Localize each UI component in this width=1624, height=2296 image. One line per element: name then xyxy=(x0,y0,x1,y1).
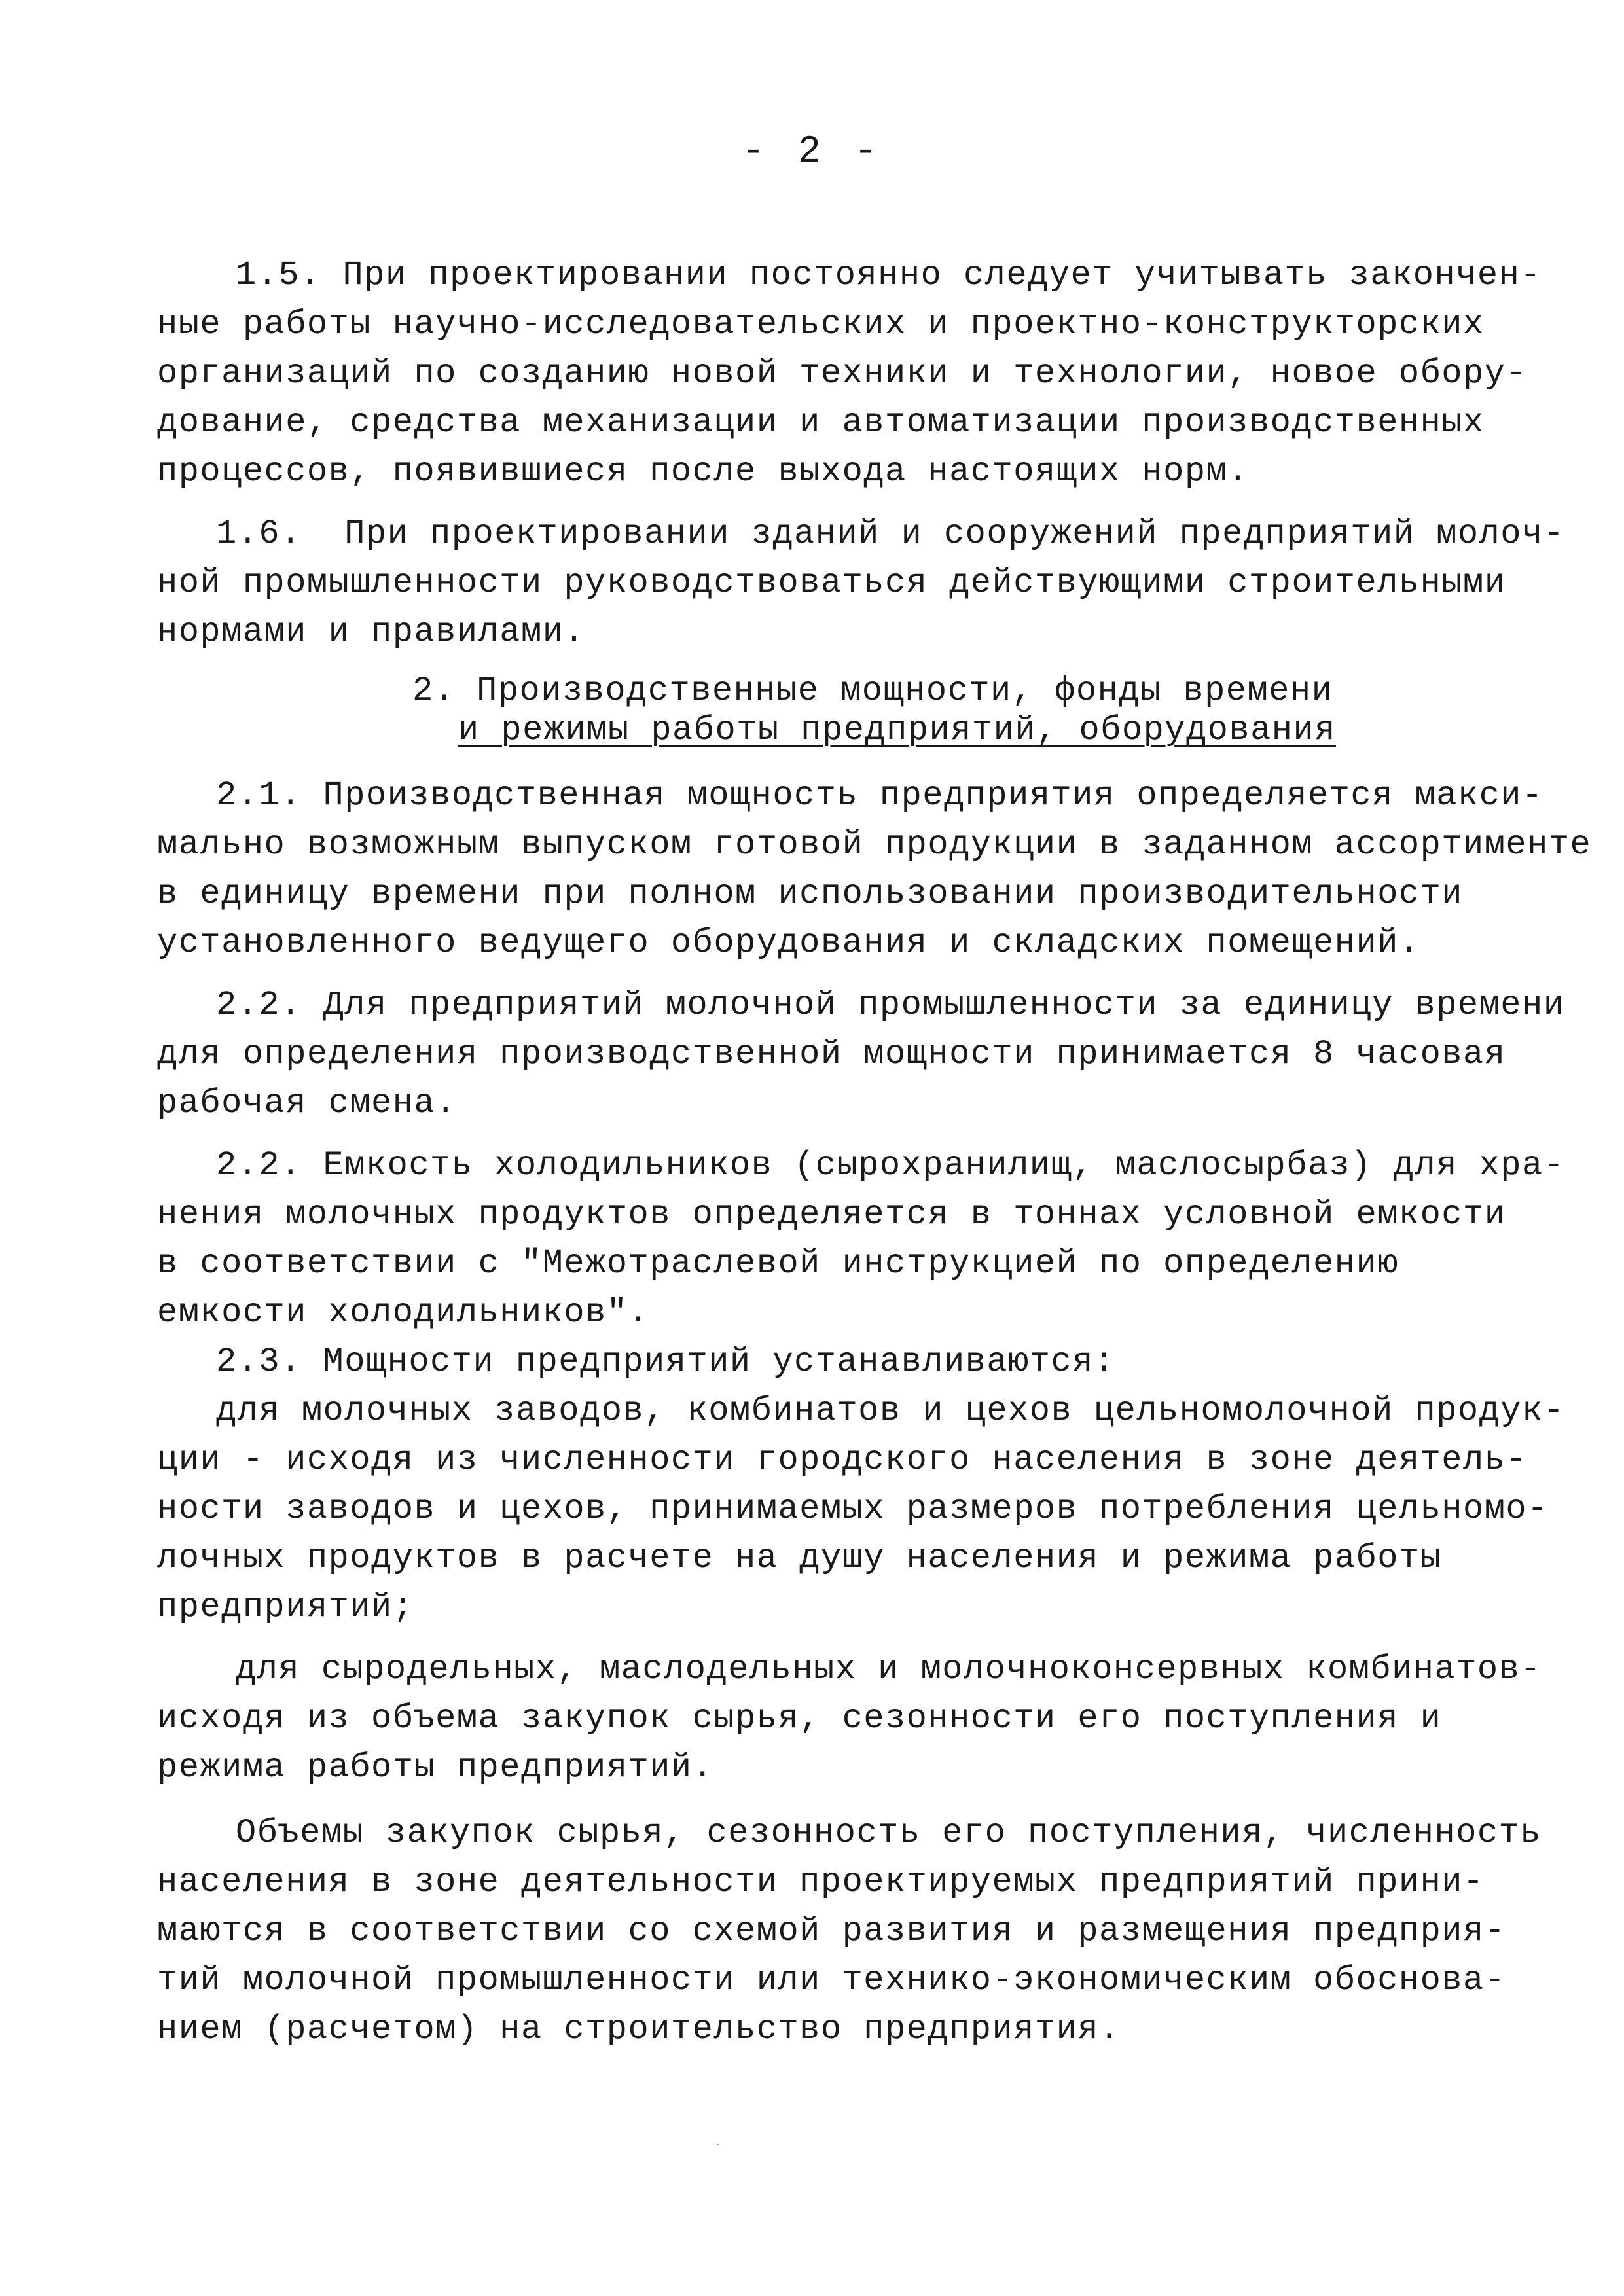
text-line: емкости холодильников". xyxy=(157,1293,650,1332)
text-line: исходя из объема закупок сырья, сезонности его поступления и xyxy=(157,1699,1442,1738)
heading-line-1: 2. Производственные мощности, фонды времени xyxy=(412,672,1333,710)
text-line: предприятий; xyxy=(157,1588,414,1626)
text-line: нения молочных продуктов определяется в тоннах условной емкости xyxy=(157,1195,1506,1234)
text-line: Объемы закупок сырья, сезонность его поступления, численность xyxy=(236,1814,1542,1852)
text-line: 2.3. Мощности предприятий устанавливаются: xyxy=(216,1342,1115,1381)
text-line: ные работы научно-исследовательских и проектно-конструкторских xyxy=(157,305,1485,344)
text-line: тий молочной промышленности или технико-экономическим обоснова- xyxy=(157,1961,1506,2000)
text-line: установленного ведущего оборудования и складских помещений. xyxy=(157,924,1420,962)
text-line: организаций по созданию новой техники и технологии, новое обору- xyxy=(157,354,1528,393)
text-line: 1.5. При проектировании постоянно следует учитывать закончен- xyxy=(236,256,1542,295)
scan-speck xyxy=(717,2144,719,2145)
text-line: для определения производственной мощности принимается 8 часовая xyxy=(157,1035,1506,1073)
text-line: нием (расчетом) на строительство предприятия. xyxy=(157,2010,1121,2049)
text-line: рабочая смена. xyxy=(157,1084,457,1122)
text-line: маются в соответствии со схемой развития и размещения предприя- xyxy=(157,1912,1506,1950)
text-line: 2.2. Для предприятий молочной промышленности за единицу времени xyxy=(216,986,1565,1024)
text-line: 2.1. Производственная мощность предприятия определяется макси- xyxy=(216,776,1543,815)
text-line: режима работы предприятий. xyxy=(157,1748,714,1787)
text-line: ности заводов и цехов, принимаемых размеров потребления цельномо- xyxy=(157,1490,1549,1528)
text-line: для молочных заводов, комбинатов и цехов цельномолочной продук- xyxy=(216,1391,1565,1430)
text-line: для сыродельных, маслодельных и молочноконсервных комбинатов- xyxy=(236,1650,1542,1689)
text-line: 2.2. Емкость холодильников (сырохранилищ, маслосырбаз) для хра- xyxy=(216,1146,1565,1185)
heading-line-2: и режимы работы предприятий, оборудования xyxy=(458,711,1336,749)
text-line: нормами и правилами. xyxy=(157,613,586,651)
text-line: процессов, появившиеся после выхода настоящих норм. xyxy=(157,452,1249,491)
text-line: в соответствии с "Межотраслевой инструкцией по определению xyxy=(157,1244,1399,1283)
text-line: населения в зоне деятельности проектируемых предприятий прини- xyxy=(157,1863,1485,1901)
text-line: в единицу времени при полном использовании производительности xyxy=(157,874,1464,913)
text-line: лочных продуктов в расчете на душу населения и режима работы xyxy=(157,1539,1442,1577)
text-line: 1.6. При проектировании зданий и сооружений предприятий молоч- xyxy=(216,514,1565,553)
page-number: - 2 - xyxy=(742,131,882,173)
text-line: дование, средства механизации и автоматизации производственных xyxy=(157,403,1485,442)
text-line: ной промышленности руководствоваться действующими строительными xyxy=(157,564,1506,602)
text-line: мально возможным выпуском готовой продукции в заданном ассортименте xyxy=(157,825,1592,864)
text-line: ции - исходя из численности городского населения в зоне деятель- xyxy=(157,1441,1528,1479)
